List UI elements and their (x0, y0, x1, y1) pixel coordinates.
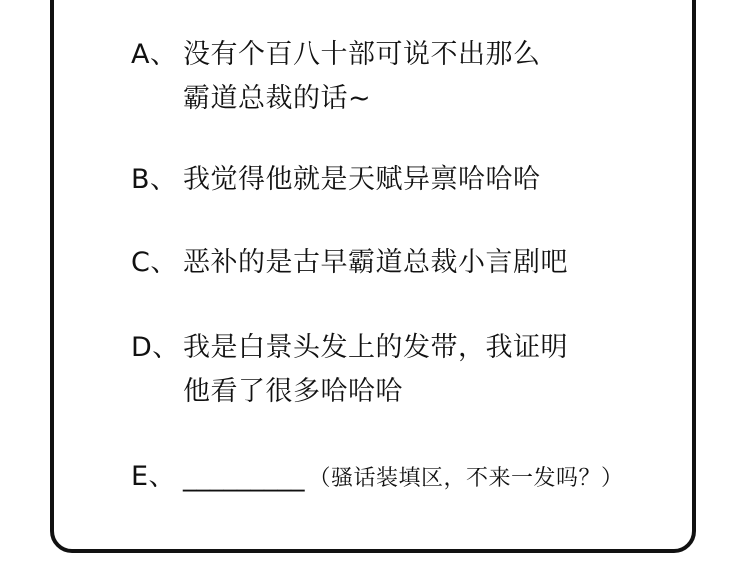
option-text-line1: 我觉得他就是天赋异禀哈哈哈 (183, 164, 541, 195)
option-text-line2: 他看了很多哈哈哈 (183, 376, 403, 407)
fill-in-blank: _________ (183, 461, 305, 492)
option-hint: （骚话装填区，不来一发吗？） (308, 466, 624, 491)
option-letter: B、 (131, 164, 178, 195)
option-text-line2: 霸道总裁的话~ (183, 83, 372, 114)
option-letter: E、 (131, 461, 177, 492)
option-text-line1: 恶补的是古早霸道总裁小言剧吧 (183, 247, 568, 278)
option-d (131, 326, 568, 414)
option-b (131, 158, 541, 202)
option-text-line1: 没有个百八十部可说不出那么 (183, 39, 541, 70)
option-letter: C、 (131, 247, 178, 278)
option-letter: A、 (131, 39, 178, 70)
option-text-line1: 我是白景头发上的发带，我证明 (183, 332, 568, 363)
option-a (131, 33, 541, 121)
option-e (131, 455, 624, 501)
option-letter: D、 (131, 332, 180, 363)
option-c (131, 241, 568, 285)
